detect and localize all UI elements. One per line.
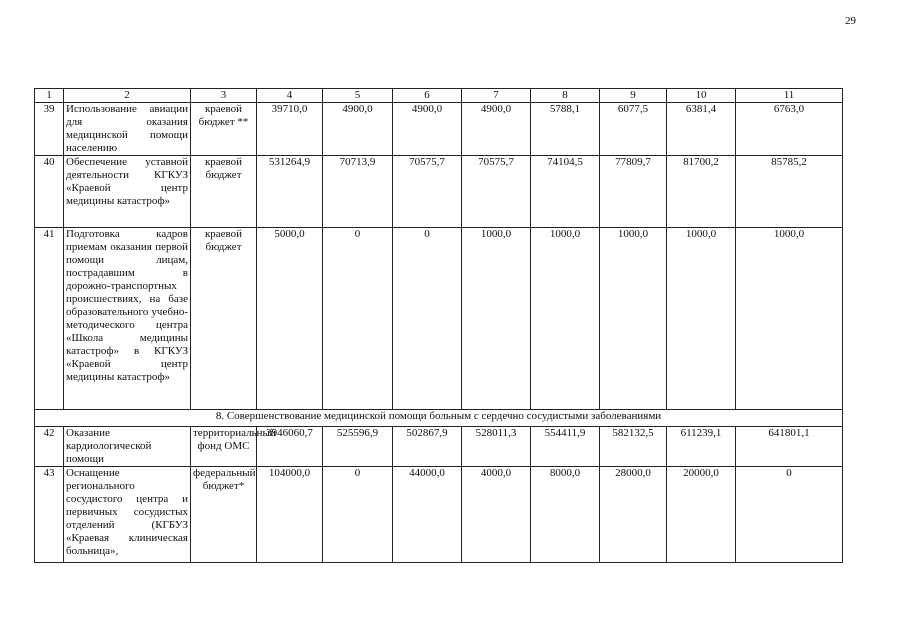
amount-cell: 85785,2 [736, 156, 843, 228]
column-number-cell: 1 [35, 89, 64, 103]
amount-cell: 6763,0 [736, 103, 843, 156]
amount-cell: 1000,0 [531, 228, 600, 410]
amount-cell: 77809,7 [600, 156, 667, 228]
measure-name-cell: Оснащение регионального сосудистого центра и первичных сосудистых отделений (КГБУЗ «Краевая клиническая больница», [64, 467, 191, 563]
column-number-cell: 10 [667, 89, 736, 103]
column-number-cell: 6 [393, 89, 462, 103]
column-number-cell: 11 [736, 89, 843, 103]
column-number-cell: 5 [323, 89, 393, 103]
amount-cell: 0 [736, 467, 843, 563]
amount-cell: 582132,5 [600, 427, 667, 467]
budget-table [34, 88, 843, 563]
amount-cell: 44000,0 [393, 467, 462, 563]
amount-cell: 74104,5 [531, 156, 600, 228]
amount-cell: 20000,0 [667, 467, 736, 563]
measure-name-cell: Подготовка кадров приемам оказания первой помощи лицам, пострадавшим в дорожно-транспортных происшествиях, на базе образовательного учебно-методического центра «Школа медицины катастроф» в КГКУЗ «Краевой центр медицины катастроф» [64, 228, 191, 410]
row-number-cell: 39 [35, 103, 64, 156]
amount-cell: 0 [323, 467, 393, 563]
funding-source-cell: федеральный бюджет* [191, 467, 257, 563]
section-heading: 8. Совершенствование медицинской помощи больным с сердечно сосудистыми заболеваниями [35, 410, 843, 427]
amount-cell: 3946060,7 [257, 427, 323, 467]
amount-cell: 28000,0 [600, 467, 667, 563]
section-heading-row [35, 410, 843, 427]
measure-name-cell: Обеспечение уставной деятельности КГКУЗ «Краевой центр медицины катастроф» [64, 156, 191, 228]
amount-cell: 502867,9 [393, 427, 462, 467]
amount-cell: 4000,0 [462, 467, 531, 563]
page-number: 29 [845, 15, 856, 27]
funding-source-cell: краевой бюджет ** [191, 103, 257, 156]
amount-cell: 0 [323, 228, 393, 410]
amount-cell: 5000,0 [257, 228, 323, 410]
measure-name-cell: Использование авиации для оказания медицинской помощи населению [64, 103, 191, 156]
column-number-cell: 3 [191, 89, 257, 103]
amount-cell: 4900,0 [323, 103, 393, 156]
amount-cell: 0 [393, 228, 462, 410]
amount-cell: 8000,0 [531, 467, 600, 563]
table-row [35, 427, 843, 467]
amount-cell: 554411,9 [531, 427, 600, 467]
amount-cell: 39710,0 [257, 103, 323, 156]
row-number-cell: 43 [35, 467, 64, 563]
amount-cell: 81700,2 [667, 156, 736, 228]
amount-cell: 70575,7 [462, 156, 531, 228]
amount-cell: 104000,0 [257, 467, 323, 563]
row-number-cell: 41 [35, 228, 64, 410]
table-row [35, 228, 843, 410]
amount-cell: 5788,1 [531, 103, 600, 156]
amount-cell: 528011,3 [462, 427, 531, 467]
column-number-cell: 8 [531, 89, 600, 103]
amount-cell: 1000,0 [600, 228, 667, 410]
table-row [35, 467, 843, 563]
amount-cell: 1000,0 [462, 228, 531, 410]
measure-name-cell: Оказание кардиологической помощи [64, 427, 191, 467]
amount-cell: 4900,0 [462, 103, 531, 156]
row-number-cell: 42 [35, 427, 64, 467]
amount-cell: 4900,0 [393, 103, 462, 156]
column-number-row [35, 89, 843, 103]
funding-source-cell: краевой бюджет [191, 228, 257, 410]
column-number-cell: 9 [600, 89, 667, 103]
amount-cell: 531264,9 [257, 156, 323, 228]
amount-cell: 641801,1 [736, 427, 843, 467]
funding-source-cell: краевой бюджет [191, 156, 257, 228]
column-number-cell: 2 [64, 89, 191, 103]
column-number-cell: 7 [462, 89, 531, 103]
table-row [35, 156, 843, 228]
amount-cell: 6381,4 [667, 103, 736, 156]
amount-cell: 70713,9 [323, 156, 393, 228]
amount-cell: 1000,0 [736, 228, 843, 410]
amount-cell: 525596,9 [323, 427, 393, 467]
column-number-cell: 4 [257, 89, 323, 103]
amount-cell: 611239,1 [667, 427, 736, 467]
row-number-cell: 40 [35, 156, 64, 228]
table-body [35, 89, 843, 563]
funding-source-cell: территориальный фонд ОМС [191, 427, 257, 467]
amount-cell: 1000,0 [667, 228, 736, 410]
table-row [35, 103, 843, 156]
amount-cell: 6077,5 [600, 103, 667, 156]
amount-cell: 70575,7 [393, 156, 462, 228]
